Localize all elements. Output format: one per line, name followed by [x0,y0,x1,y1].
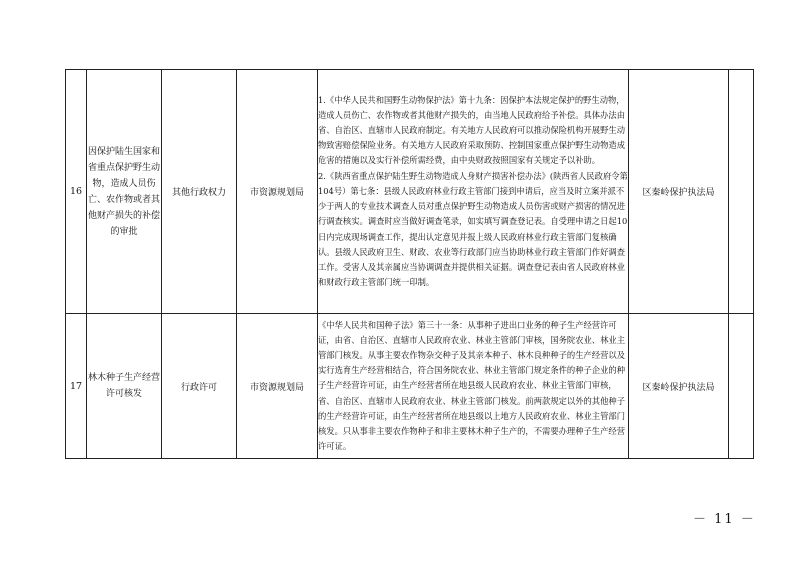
legal-basis-paragraph: 《中华人民共和国种子法》第三十一条：从事种子进出口业务的种子生产经营许可证，由省、自治区、直辖市人民政府农业、林业主管部门审核，国务院农业、林业主管部门核发。从事主要农作物杂交种子及其亲本种子、林木良种种子的生产经营以及实行选育生产经营相结合，符合国务院农业、林业主管部门规定条件的种子企业的种子生产经营许可证，由生产经营者所在地县级人民政府农业、林业主管部门审核，省、自治区、直辖市人民政府农业、林业主管部门核发。前两款规定以外的其他种子的生产经营许可证，由生产经营者所在地县级以上地方人民政府农业、林业主管部门核发。只从事非主要农作物种子和非主要林木种子生产的，不需要办理种子生产经营许可证。 [318,319,625,452]
executing-agency: 区秦岭保护执法局 [629,70,729,314]
empty-cell [729,314,754,459]
table-row [66,70,754,314]
power-list-table [65,69,754,459]
table-row [66,314,754,459]
legal-basis [318,314,629,459]
power-type: 其他行政权力 [162,70,237,314]
legal-basis-paragraph: 1.《中华人民共和国野生动物保护法》第十九条：因保护本法规定保护的野生动物，造成人员伤亡、农作物或者其他财产损失的，由当地人民政府给予补偿。具体办法由省、自治区、直辖市人民政府制定。有关地方人民政府可以推动保险机构开展野生动物致害赔偿保险业务。有关地方人民政府采取预防、控制国家重点保护野生动物造成危害的措施以及实行补偿所需经费，由中央财政按照国家有关规定予以补助。 [318,94,625,166]
responsible-department: 市资源规划局 [237,314,318,459]
page-number: － 11 － [693,512,756,527]
executing-agency: 区秦岭保护执法局 [629,314,729,459]
power-type: 行政许可 [162,314,237,459]
row-number: 17 [66,314,87,459]
legal-basis [318,70,629,314]
item-name: 因保护陆生国家和省重点保护野生动物，造成人员伤亡、农作物或者其他财产损失的补偿的审批 [87,70,162,314]
responsible-department: 市资源规划局 [237,70,318,314]
empty-cell [729,70,754,314]
row-number: 16 [66,70,87,314]
item-name: 林木种子生产经营许可核发 [87,314,162,459]
legal-basis-paragraph: 2.《陕西省重点保护陆生野生动物造成人身财产损害补偿办法》(陕西省人民政府令第104号）第七条：县级人民政府林业行政主管部门接到申请后，应当及时立案并派不少于两人的专业技术调查人员对重点保护野生动物造成人员伤害或财产损害的情况进行调查核实。调查时应当做好调查笔录，如实填写调查登记表。自受理申请之日起10日内完成现场调查工作，提出认定意见并报上级人民政府林业行政主管部门复核确认。县级人民政府卫生、财政、农业等行政部门应当协助林业行政主管部门作好调查工作。受害人及其亲属应当协调调查并提供相关证据。调查登记表由省人民政府林业和财政行政主管部门统一印制。 [318,170,628,288]
